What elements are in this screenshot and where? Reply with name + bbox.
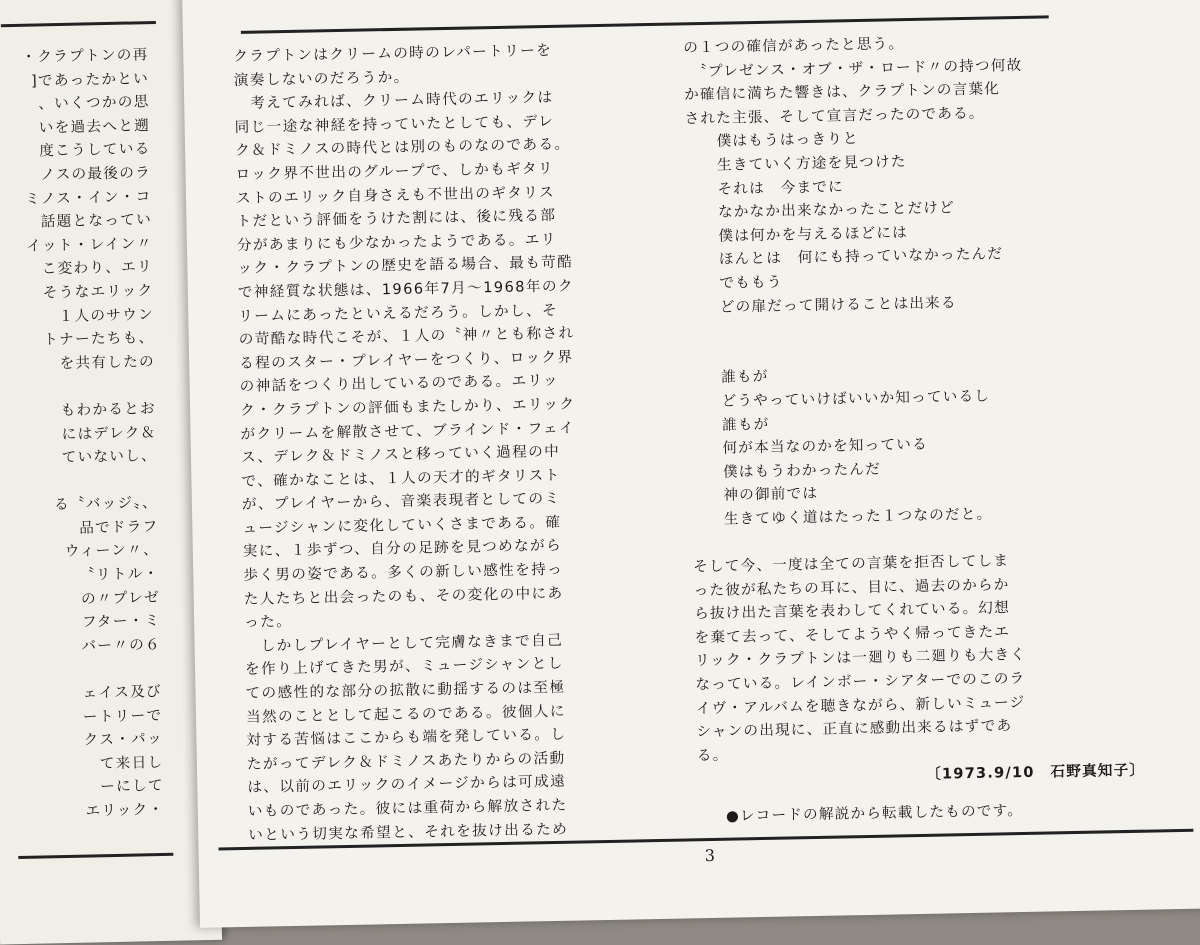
text-line: 分があまりにも少なかったようである。エリ — [236, 230, 557, 254]
left-text-line: そうなエリック — [42, 282, 154, 302]
text-line: ら抜け出た言葉を表わしてくれている。幻想 — [693, 599, 1011, 623]
text-line: 歩く男の姿である。多くの新しい感性を持っ — [243, 560, 564, 584]
left-bottom-rule — [18, 853, 173, 859]
text-line: か確信に満ちた響きは、クラプトンの言葉化 — [683, 80, 1001, 104]
text-line: 当然のこととして起こるのである。彼個人に — [245, 702, 567, 726]
text-line: の苛酷な時代こそが、１人の〝神〃とも称され — [238, 324, 575, 349]
text-line: 誰もが — [689, 368, 769, 387]
left-text-line: る〝バッジ〟、 — [53, 494, 159, 514]
text-line: 僕はもうはっきりと — [684, 130, 859, 151]
text-line: ス、デレク＆ドミノスと移っていく過程の中 — [240, 442, 561, 467]
text-line: 考えてみれば、クリーム時代のエリックは — [234, 89, 554, 113]
left-text-line: ノスの最後のラ — [40, 164, 152, 184]
left-text-line: もわかるとお — [60, 399, 157, 419]
left-text-line: クス・パッ — [83, 730, 164, 749]
left-text-line: て来日し — [99, 753, 164, 773]
text-line: がクリームを解散させて、ブラインド・フェイ — [240, 419, 576, 443]
text-line: 生きていく方途を見つけた — [685, 153, 907, 175]
text-line: いものであった。彼には重荷から解放された — [247, 796, 568, 820]
text-line: の神話をつくり出しているのである。エリッ — [239, 372, 560, 396]
left-text-line: エリック・ — [85, 800, 165, 820]
text-line: トだという評価をうけた割には、後に残る部 — [236, 207, 557, 231]
text-line: された主張、そして宣言だったのである。 — [684, 104, 985, 128]
left-text-line: 度こうしている — [39, 140, 151, 160]
author-credit: 〔1973.9/10 石野真知子〕 — [925, 762, 1146, 784]
text-line: そして今、一度は全ての言葉を拒否してしま — [693, 552, 1010, 576]
left-text-line: バー〃の６ — [81, 635, 162, 655]
left-top-rule — [1, 21, 156, 27]
left-text-line: ートリーで — [82, 706, 163, 726]
text-line: ック・クラプトンの歴史を語る場合、最も苛酷 — [237, 253, 574, 278]
left-text-line: ミノス・イン・コ — [24, 187, 152, 208]
text-line: 対する苦悩はここからも端を発している。し — [246, 725, 567, 750]
left-text-line: を共有したの — [59, 352, 156, 372]
text-line: リック・クラプトンは一廻りも二廻りも大きく — [694, 646, 1027, 670]
text-line: なかなか出来なかったことだけど — [686, 199, 956, 222]
text-line: で、確かなことは、１人の天才的ギタリスト — [241, 466, 561, 490]
left-text-line: こ変わり、エリ — [41, 258, 154, 278]
text-line: いという切実な希望と、それを抜け出るため — [248, 820, 569, 844]
left-text-line: イット・レイン〃 — [26, 234, 153, 255]
text-line: しかしプレイヤーとして完膚なきまで自己 — [244, 631, 564, 655]
text-line: 演奏しないのだろうか。 — [233, 68, 410, 89]
left-text-line: ]であったかとい — [30, 69, 150, 90]
text-line: なっている。レインボー・シアターでのこのラ — [695, 669, 1026, 694]
left-text-line: １人のサウン — [58, 305, 155, 325]
right-page — [182, 0, 1200, 928]
text-line: ロック界不世出のグループで、しかもギタリ — [235, 159, 555, 183]
text-line: た人たちと出会ったのも、その変化の中にあ — [243, 584, 564, 608]
left-text-line: 〝リトル・ — [79, 565, 160, 584]
text-line: クラプトンはクリームの時のレパートリーを — [233, 41, 553, 66]
text-line: 神の御前では — [691, 485, 819, 505]
text-line: どの扉だって開けることは出来る — [688, 293, 957, 316]
text-line: 〝プレゼンス・オブ・ザ・ロード〃の持つ何故 — [683, 56, 1023, 80]
column-middle — [233, 37, 688, 847]
text-line: を棄て去って、そしてようやく帰ってきたエ — [694, 623, 1011, 647]
text-line: 僕は何かを与えるほどには — [686, 223, 909, 246]
text-line: ての感性的な部分の拡散に動揺するのは至極 — [245, 678, 566, 702]
text-line: でももう — [687, 273, 783, 293]
text-line: ほんとは 何にも持っていなかったんだ — [687, 245, 1004, 269]
source-note: ●レコードの解説から転載したものです。 — [725, 802, 1024, 825]
text-line: シャンの出現に、正直に感動出来るはずであ — [696, 717, 1013, 741]
text-line: ュージシャンに変化していくさまである。確 — [242, 513, 562, 537]
text-line: 誰もが — [690, 415, 770, 434]
text-line: 同じ一途な神経を持っていたとしても、デレ — [234, 112, 555, 136]
text-line: どうやっていけばいいか知っているし — [689, 387, 991, 411]
text-line: ストのエリック自身さえも不世出のギタリス — [235, 183, 556, 207]
text-line: 生きてゆく道はたった１つなのだと。 — [692, 505, 993, 529]
left-text-line: 品でドラフ — [79, 517, 159, 537]
text-line: ク＆ドミノスの時代とは別のものなのである。 — [234, 135, 571, 160]
left-text-line: の〃プレゼ — [80, 588, 161, 608]
page-number: 3 — [704, 845, 716, 866]
text-line: 何が本当なのかを知っている — [690, 435, 928, 458]
left-text-line: 話題となってい — [40, 211, 153, 231]
text-line: が、プレイヤーから、音楽表現者としてのミ — [241, 490, 561, 514]
text-line: は、以前のエリックのイメージからは可成遠 — [247, 773, 567, 797]
text-line: 僕はもうわかったんだ — [691, 460, 882, 481]
text-line: った。 — [244, 613, 293, 632]
left-text-line: ・クラプトンの再 — [21, 46, 149, 66]
text-line: った彼が私たちの耳に、目に、過去のからか — [693, 575, 1010, 599]
text-line: それは 今までに — [685, 177, 845, 198]
text-line: る程のスター・プレイヤーをつくり、ロック界 — [239, 348, 574, 372]
column-right — [683, 27, 1168, 828]
left-page-text-fragment — [0, 43, 165, 825]
text-line: たがってデレク＆ドミノスあたりからの活動 — [246, 749, 566, 773]
left-text-line: トナーたちも、 — [43, 329, 155, 349]
left-text-line: にはデレク＆ — [61, 423, 157, 443]
text-line: リームにあったといえるだろう。しかし、そ — [238, 301, 559, 325]
left-text-line: フター・ミ — [81, 612, 161, 631]
text-line: る。 — [696, 746, 729, 765]
text-line: イヴ・アルバムを聴きながら、新しいミュージ — [695, 693, 1026, 717]
left-text-line: ェイス及び — [82, 683, 163, 702]
text-line: の１つの確信があったと思う。 — [683, 35, 905, 57]
left-text-line: いを過去へと遡 — [38, 116, 151, 137]
text-line: で神経質な状態は、1966年7月～1968年のク — [237, 277, 575, 301]
left-text-line: 、いくつかの思 — [38, 93, 150, 113]
left-text-line: ウィーン〃、 — [64, 541, 160, 561]
left-text-line: ーにして — [100, 777, 165, 796]
text-line: を作り上げてきた男が、ミュージシャンとし — [244, 655, 564, 679]
text-line: ク・クラプトンの評価もまたしかり、エリック — [239, 395, 576, 419]
text-line: 実に、１歩ずつ、自分の足跡を見つめながら — [242, 537, 563, 561]
left-text-line: ていないし、 — [61, 447, 158, 467]
